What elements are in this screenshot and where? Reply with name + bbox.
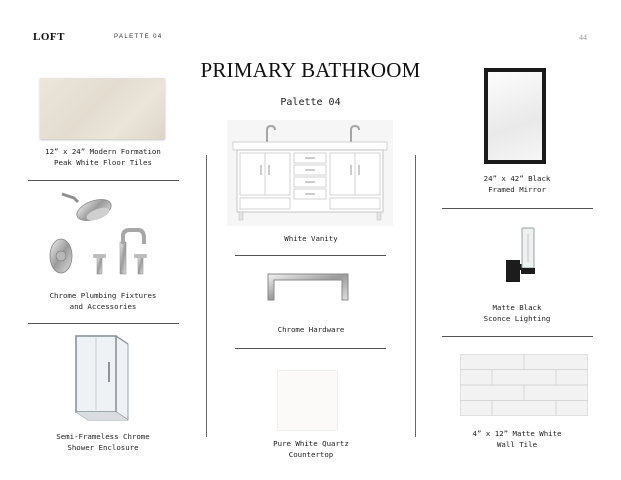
chrome-hardware-image [262,262,356,308]
wall-tile-caption-line2: Wall Tile [496,440,538,449]
shower-enclosure-image [72,332,132,424]
divider [442,336,593,337]
page-title: PRIMARY BATHROOM [200,58,421,82]
divider [442,208,593,209]
column-divider-right [415,155,416,437]
brand-logo: LOFT [33,31,65,43]
countertop-caption [236,438,386,460]
divider [28,180,179,181]
palette-tag: PALETTE 04 [114,34,163,40]
shower-caption [28,431,178,453]
wall-tile-caption-line1: 4” x 12” Matte White [472,429,562,438]
divider [235,255,386,256]
vanity-caption [236,233,386,244]
hardware-caption-line1: Chrome Hardware [277,325,345,334]
floor-tile-caption [28,146,178,168]
page-subtitle: Palette 04 [280,97,341,108]
countertop-caption-line2: Countertop [288,450,334,459]
mirror-caption [442,173,592,195]
vanity-caption-line1: White Vanity [284,234,338,243]
shower-caption-line1: Semi-Frameless Chrome [56,432,150,441]
page-number: 44 [579,33,587,42]
sconce-caption-line2: Sconce Lighting [483,314,551,323]
plumbing-caption-line2: and Accessories [69,302,137,311]
column-divider-left [206,155,207,437]
plumbing-caption-line1: Chrome Plumbing Fixtures [49,291,157,300]
sconce-image [500,224,540,290]
wall-tile-caption [442,428,592,450]
sconce-caption-line1: Matte Black [492,303,542,312]
mirror-caption-line2: Framed Mirror [488,185,546,194]
mirror-caption-line1: 24” x 42” Black [483,174,551,183]
floor-tile-image [40,78,165,139]
sconce-caption [442,302,592,324]
countertop-swatch [278,371,337,430]
divider [235,348,386,349]
hardware-caption [236,324,386,335]
shower-caption-line2: Shower Enclosure [67,443,139,452]
floor-tile-caption-line1: 12” x 24” Modern Formation [45,147,161,156]
plumbing-caption [28,290,178,312]
floor-tile-caption-line2: Peak White Floor Tiles [54,158,152,167]
wall-tile-image [460,354,588,416]
plumbing-fixtures-image [44,188,164,278]
divider [28,323,179,324]
mirror-image [484,68,546,164]
countertop-caption-line1: Pure White Quartz [273,439,349,448]
vanity-image [227,120,393,226]
